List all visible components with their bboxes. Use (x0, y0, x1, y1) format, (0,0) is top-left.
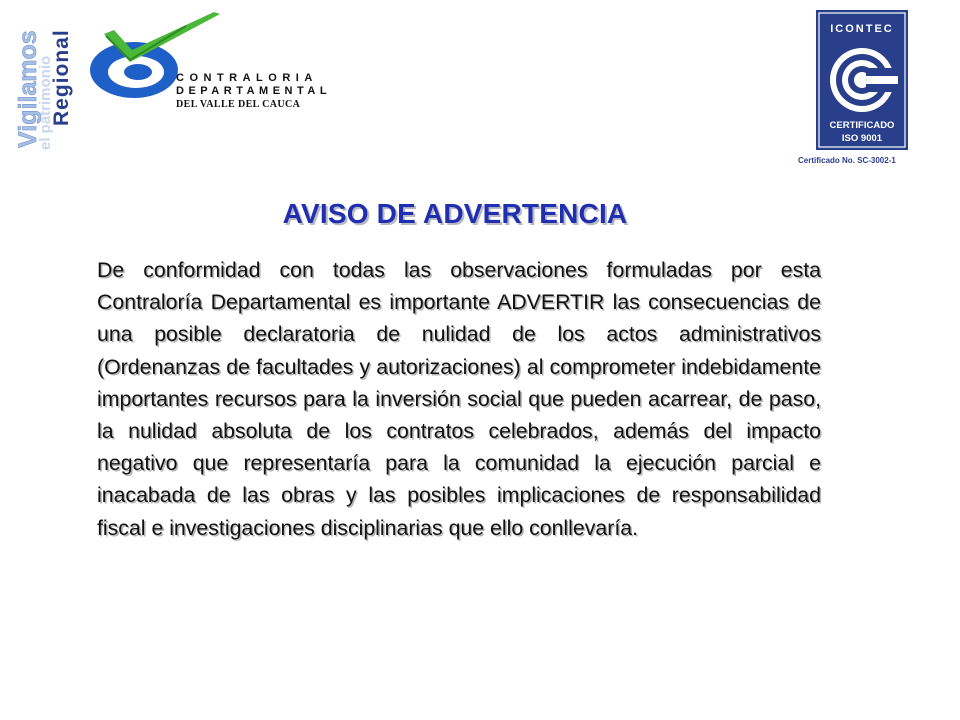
icontec-badge (816, 10, 908, 150)
badge-certified: CERTIFICADO (829, 120, 895, 131)
contraloria-name (176, 72, 331, 111)
certificate-number: Certificado No. SC-3002-1 (798, 156, 896, 165)
badge-brand: ICONTEC (830, 23, 894, 35)
logo-line-1: CONTRALORIA (176, 72, 318, 84)
body-paragraph: De conformidad con todas las observaciones formuladas por esta Contraloría Departamental es importante ADVERTIR las consecuencias de una posible declaratoria de nulidad de los actos administrativos (Ordenanzas de facultades y autorizaciones) al comprometer indebidamente importantes recursos para la inversión social que pueden acarrear, de paso, la nulidad absoluta de los contratos celebrados, además del impacto negativo que representaría para la comunidad la ejecución parcial e inacabada de las obras y las posibles implicaciones de responsabilidad fiscal e investigaciones disciplinarias que ello conllevaría. (97, 258, 821, 540)
page-title: AVISO DE ADVERTENCIA (282, 198, 628, 229)
slogan-word-regional: Regional (50, 29, 73, 126)
slogan-vertical (0, 0, 80, 160)
slogan-word-vigilamos: Vigilamos (14, 30, 42, 148)
badge-standard: ISO 9001 (841, 133, 883, 144)
slogan-word-patrimonio: el patrimonio (37, 55, 54, 150)
logo-line-3: DEL VALLE DEL CAUCA (176, 99, 301, 110)
logo-line-2: DEPARTAMENTAL (176, 85, 332, 97)
